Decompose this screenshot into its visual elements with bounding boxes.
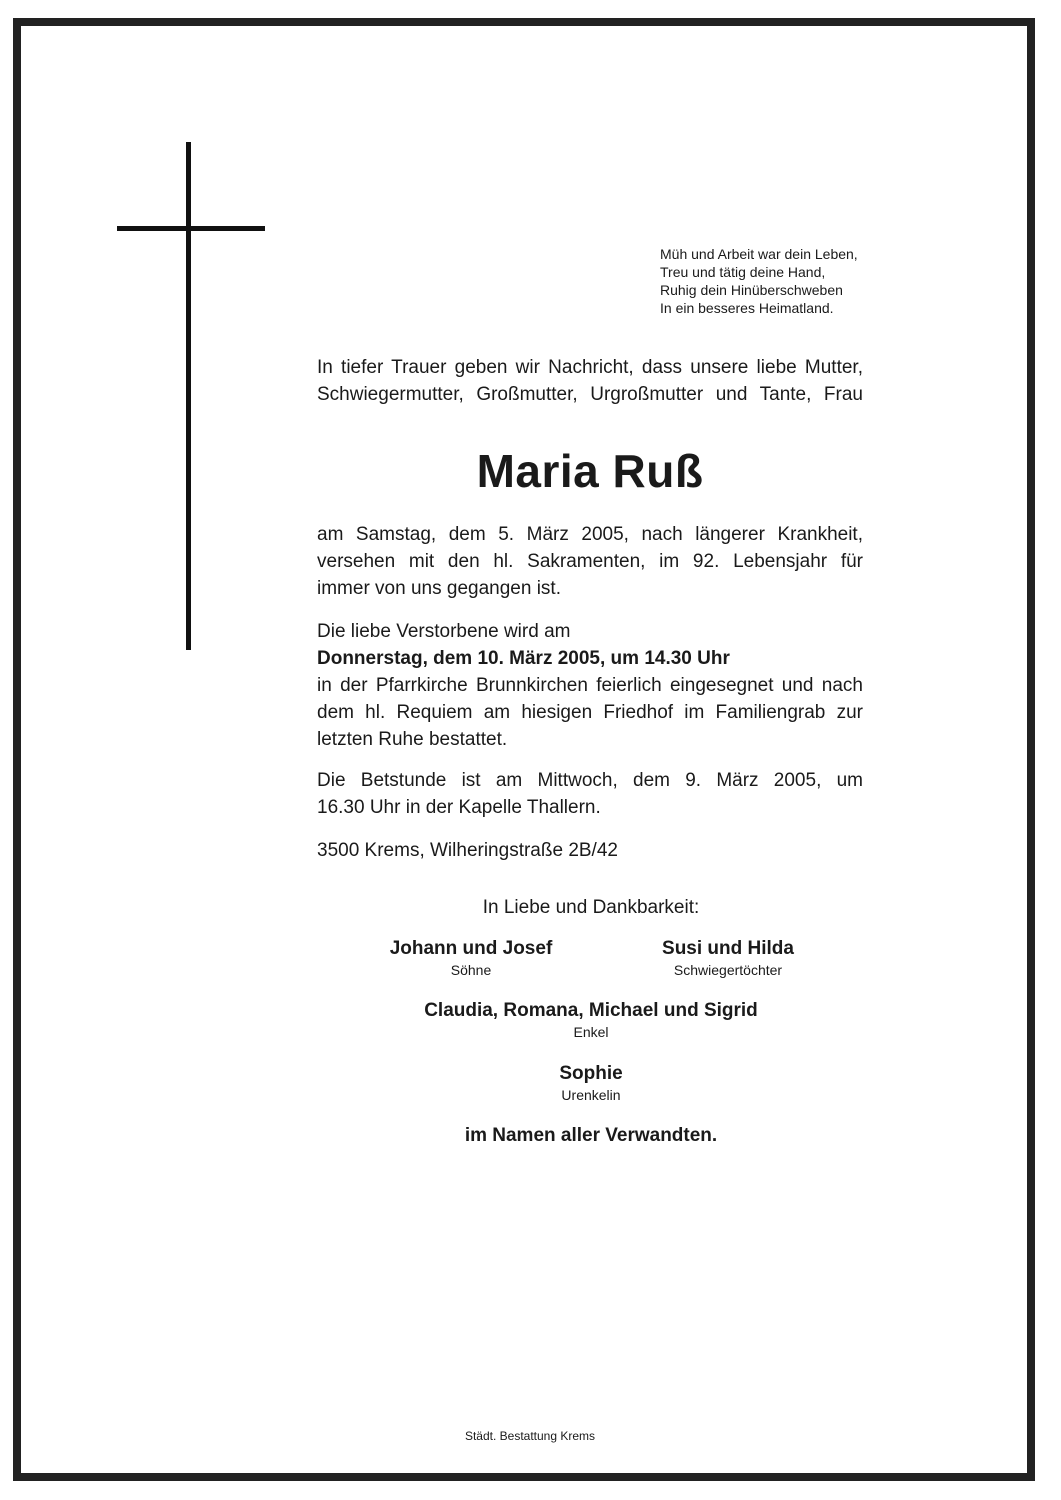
intro-line: Schwiegermutter, Großmutter, Urgroßmutter und Tante, Frau — [317, 384, 863, 405]
mourner-names: Susi und Hilda — [662, 938, 794, 959]
mourner-relation: Schwiegertöchter — [673, 962, 783, 978]
mourner-group — [598, 938, 858, 980]
mourner-names: Sophie — [559, 1063, 623, 1084]
mourners-closing: im Namen aller Verwandten. — [464, 1125, 718, 1146]
prayer-line: Die Betstunde ist am Mittwoch, dem 9. März 2005, um — [317, 770, 863, 791]
mourner-group — [491, 1063, 691, 1105]
funeral-line: Die liebe Verstorbene wird am — [317, 621, 571, 642]
address-text: 3500 Krems, Wilheringstraße 2B/42 — [317, 840, 618, 861]
funeral-line: letzten Ruhe bestattet. — [317, 729, 508, 750]
mourner-group — [341, 938, 601, 980]
mourners-intro: In Liebe und Dankbarkeit: — [482, 897, 700, 918]
poem-line: Ruhig dein Hinüberschweben — [660, 282, 843, 298]
poem-line: In ein besseres Heimatland. — [660, 300, 834, 316]
mourner-group — [391, 1000, 791, 1042]
cross-icon-bar — [117, 226, 265, 231]
mourner-names: Johann und Josef — [389, 938, 553, 959]
death-notice-line: versehen mit den hl. Sakramenten, im 92. Lebensjahr für — [317, 551, 863, 572]
funeral-line: dem hl. Requiem am hiesigen Friedhof im Familiengrab zur — [317, 702, 863, 723]
mourner-names: Claudia, Romana, Michael und Sigrid — [424, 1000, 758, 1021]
death-notice-paragraph — [317, 521, 863, 602]
deceased-name: Maria Ruß — [476, 445, 704, 497]
prayer-paragraph — [317, 767, 863, 821]
funeral-date: Donnerstag, dem 10. März 2005, um 14.30 Uhr — [317, 648, 730, 669]
poem-line: Treu und tätig deine Hand, — [660, 264, 826, 280]
mourner-relation: Söhne — [450, 962, 492, 978]
memorial-poem — [660, 245, 900, 317]
funeral-line: in der Pfarrkirche Brunnkirchen feierlich eingesegnet und nach — [317, 675, 863, 696]
funeral-paragraph — [317, 618, 863, 753]
mourner-relation: Urenkelin — [561, 1087, 621, 1103]
funeral-home-credit: Städt. Bestattung Krems — [464, 1429, 596, 1443]
intro-paragraph — [317, 354, 863, 408]
death-notice-line: immer von uns gegangen ist. — [317, 578, 561, 599]
death-notice-line: am Samstag, dem 5. März 2005, nach längerer Krankheit, — [317, 524, 863, 545]
poem-line: Müh und Arbeit war dein Leben, — [660, 246, 858, 262]
prayer-line: 16.30 Uhr in der Kapelle Thallern. — [317, 797, 601, 818]
cross-icon — [186, 142, 191, 650]
mourner-relation: Enkel — [573, 1024, 609, 1040]
intro-line: In tiefer Trauer geben wir Nachricht, dass unsere liebe Mutter, — [317, 357, 863, 378]
address — [317, 837, 863, 864]
